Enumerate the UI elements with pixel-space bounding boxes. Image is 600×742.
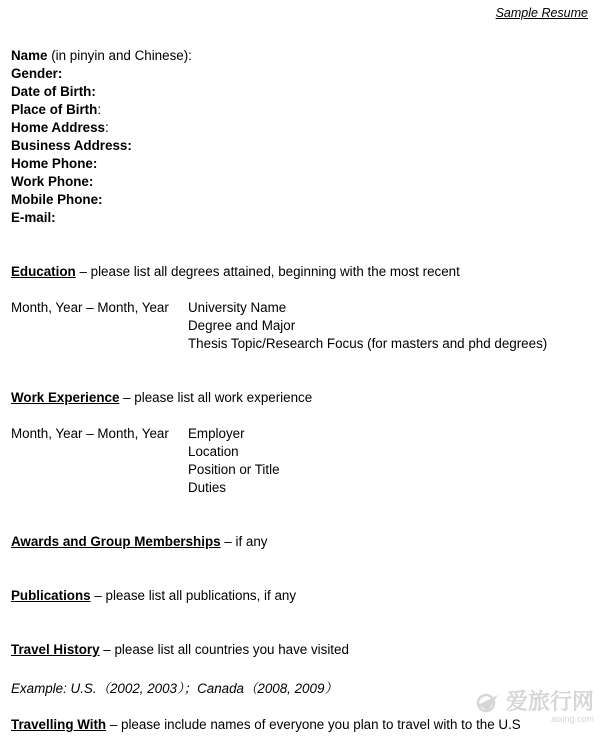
section-description: – please list all work experience <box>119 390 313 405</box>
section-title: Travel History <box>11 642 100 657</box>
entry-details <box>188 425 280 497</box>
section-description: – please list all degrees attained, beginning with the most recent <box>75 264 460 279</box>
watermark-text: 爱旅行网 <box>505 689 594 714</box>
section-title: Education <box>11 264 76 279</box>
field-note: : <box>97 102 102 117</box>
field-label: Home Address <box>11 120 106 135</box>
site-watermark <box>474 689 594 724</box>
section-travel-history-heading <box>11 641 349 659</box>
entry-line: Employer <box>188 426 245 441</box>
date-range: Month, Year – Month, Year <box>11 426 169 441</box>
section-description: – please list all countries you have visited <box>99 642 349 657</box>
section-description: – please list all publications, if any <box>90 588 297 603</box>
section-travelling-with-heading <box>11 716 521 734</box>
field-home-phone <box>11 155 192 173</box>
document-header: Sample Resume <box>495 6 588 20</box>
entry-line: Position or Title <box>188 462 280 477</box>
travel-example: Example: U.S.（2002, 2003）；Canada（2008, 2009） <box>11 681 338 696</box>
field-email <box>11 209 192 227</box>
section-title: Travelling With <box>11 717 107 732</box>
entry-line: Thesis Topic/Research Focus (for masters and phd degrees) <box>188 336 548 351</box>
entry-line: Degree and Major <box>188 318 296 333</box>
entry-line: University Name <box>188 300 287 315</box>
field-home-address <box>11 119 192 137</box>
field-label: Name <box>11 48 48 63</box>
field-business-address <box>11 137 192 155</box>
section-title: Awards and Group Memberships <box>11 534 221 549</box>
section-publications-heading <box>11 587 296 605</box>
section-work-heading <box>11 389 312 407</box>
section-description: – please include names of everyone you plan to travel with to the U.S <box>106 717 521 732</box>
section-description: – if any <box>220 534 268 549</box>
field-label: Gender: <box>11 66 63 81</box>
field-label: Mobile Phone: <box>11 192 103 207</box>
field-label: Work Phone: <box>11 174 94 189</box>
field-label: E-mail: <box>11 210 56 225</box>
section-title: Publications <box>11 588 91 603</box>
field-mobile-phone <box>11 191 192 209</box>
field-work-phone <box>11 173 192 191</box>
field-label: Place of Birth <box>11 102 98 117</box>
field-name <box>11 47 192 65</box>
field-note: (in pinyin and Chinese): <box>47 48 192 63</box>
entry-line: Location <box>188 444 239 459</box>
field-date-of-birth <box>11 83 192 101</box>
section-title: Work Experience <box>11 390 120 405</box>
section-awards-heading <box>11 533 268 551</box>
field-label: Home Phone: <box>11 156 98 171</box>
field-place-of-birth <box>11 101 192 119</box>
section-education-heading <box>11 263 460 281</box>
watermark-subtext: aixing.com <box>550 714 594 724</box>
personal-info-list <box>11 47 192 227</box>
field-gender <box>11 65 192 83</box>
field-note: : <box>105 120 109 135</box>
plane-logo-icon <box>474 691 500 713</box>
entry-line: Duties <box>188 480 226 495</box>
field-label: Date of Birth: <box>11 84 96 99</box>
entry-details <box>188 299 547 353</box>
field-label: Business Address: <box>11 138 132 153</box>
date-range: Month, Year – Month, Year <box>11 300 169 315</box>
